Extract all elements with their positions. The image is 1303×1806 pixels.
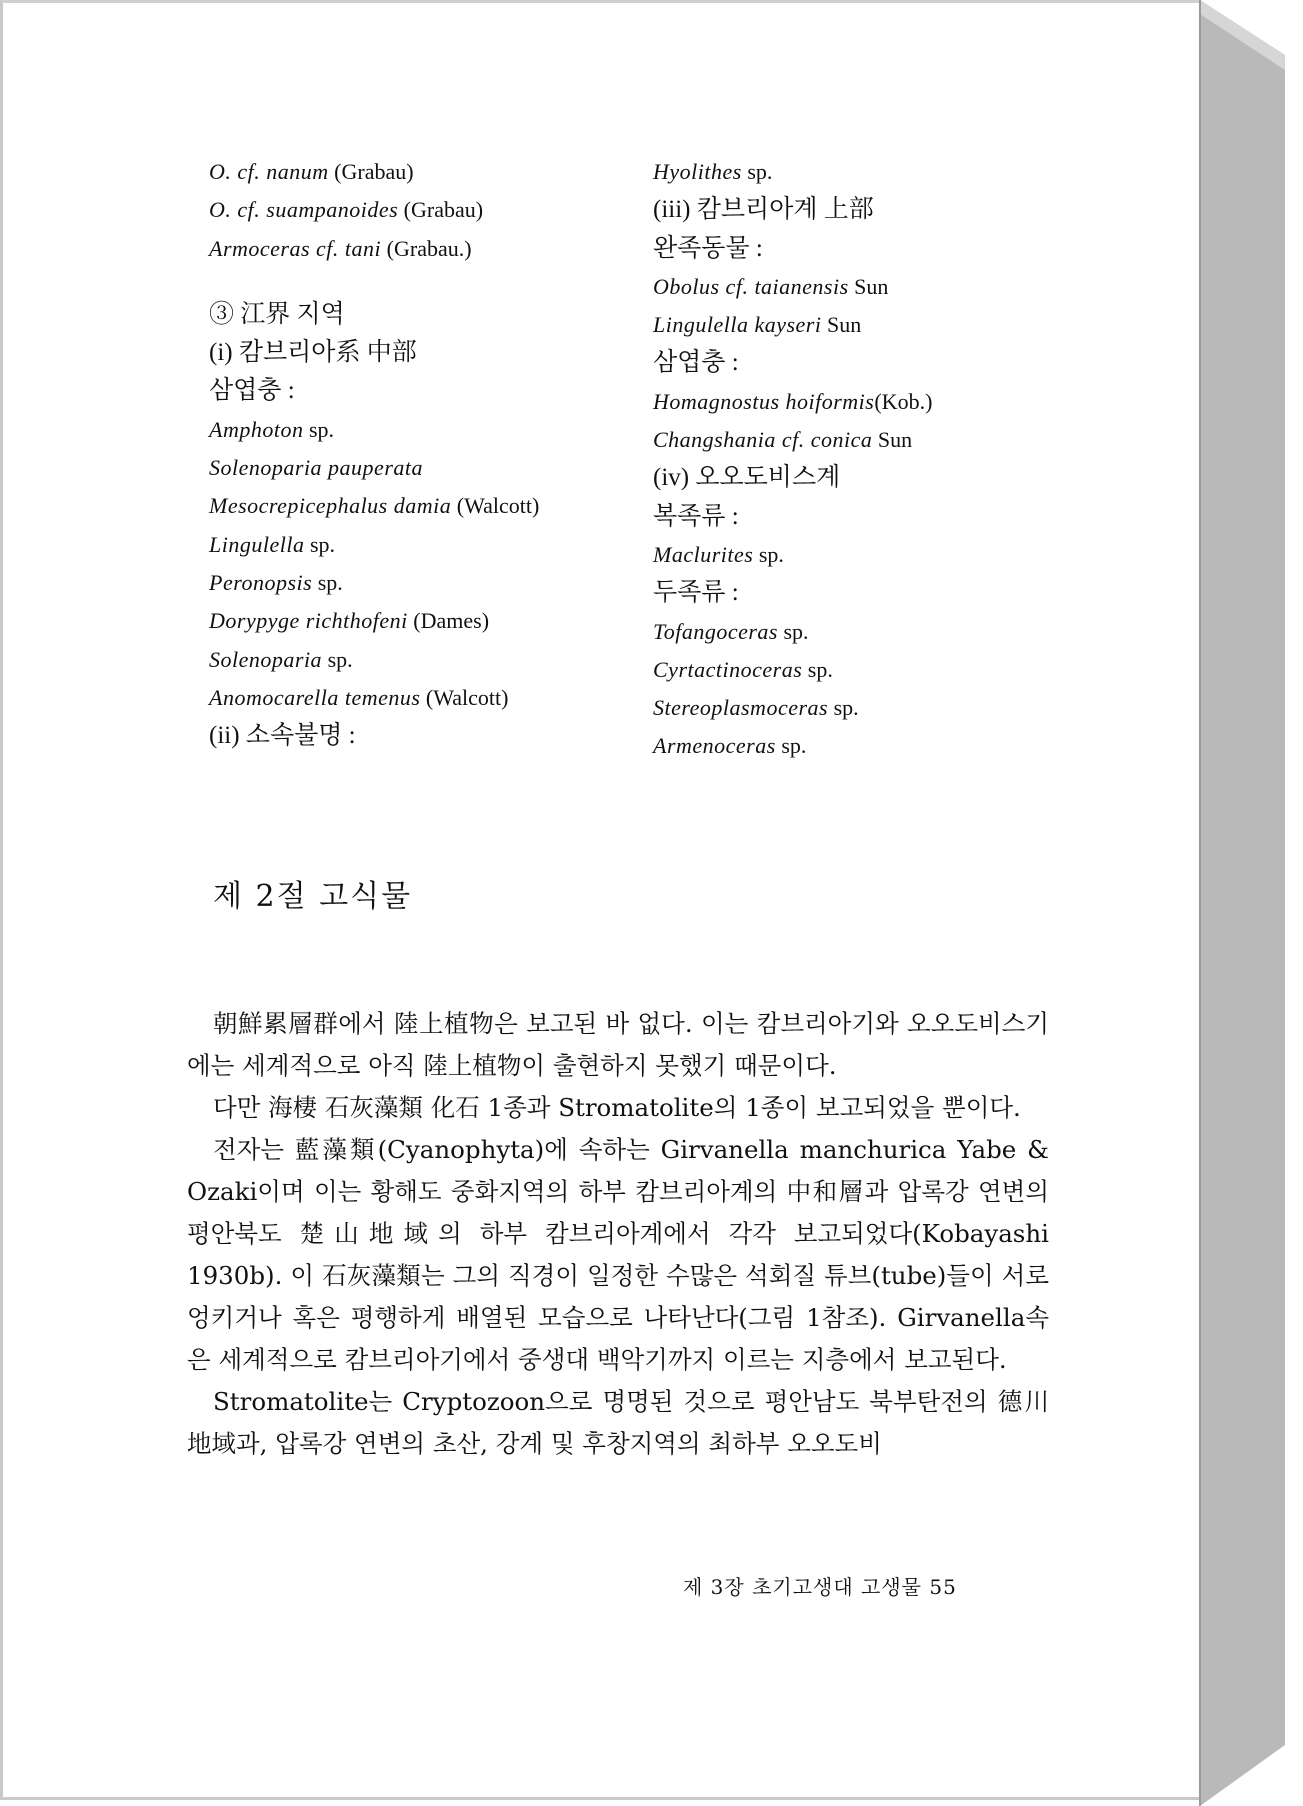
taxon-name: Solenoparia pauperata	[209, 455, 423, 481]
taxon-name: Armoceras cf. tani	[209, 235, 382, 261]
heading-text: 삼엽충 :	[209, 377, 295, 405]
paragraph: Stromatolite는 Cryptozoon으로 명명된 것으로 평안남도 북부탄전의 德川地域과, 압록강 연변의 초산, 강계 및 후창지역의 최하부 오오도비	[187, 1387, 1049, 1458]
taxon-note: sp.	[753, 541, 784, 567]
heading-text: 두족류 :	[653, 579, 739, 607]
taxon-name: Hyolithes	[653, 159, 742, 184]
taxon-note: (Grabau.)	[381, 235, 472, 261]
taxon-name: Cyrtactinoceras	[653, 656, 803, 682]
taxon-note: sp.	[312, 569, 343, 595]
taxon-note: sp.	[303, 416, 335, 442]
taxon-note: Sun	[848, 273, 889, 299]
fossil-entry	[209, 411, 649, 449]
fossil-entry	[209, 526, 649, 564]
heading-text: 복족류 :	[653, 502, 739, 530]
fossil-entry	[209, 602, 649, 640]
fossil-entry	[653, 421, 1083, 459]
fossil-entry	[209, 564, 649, 602]
heading-text: (iv) 오오도비스계	[653, 464, 841, 492]
fossil-entry	[653, 306, 1083, 344]
fossil-entry	[653, 383, 1083, 421]
list-heading	[653, 498, 1083, 536]
fossil-entry	[653, 727, 1083, 765]
taxon-note: sp.	[777, 618, 809, 644]
list-heading	[653, 574, 1083, 612]
taxon-name: O. cf. nanum	[209, 159, 329, 184]
taxon-name: Armenoceras	[653, 733, 776, 759]
taxon-name: Changshania cf. conica	[653, 427, 873, 453]
heading-text: 삼엽충 :	[653, 349, 739, 377]
fossil-entry	[653, 651, 1083, 689]
taxon-note: (Walcott)	[451, 493, 540, 519]
paragraph: 朝鮮累層群에서 陸上植物은 보고된 바 없다. 이는 캄브리아기와 오오도비스기에는 세계적으로 아직 陸上植物이 출현하지 못했기 때문이다.	[187, 1009, 1049, 1080]
taxon-name: Maclurites	[653, 541, 754, 567]
taxon-note: sp.	[828, 695, 859, 721]
section-title: 제 2절 고식물	[213, 879, 413, 914]
right-fossil-list	[653, 153, 1083, 766]
fossil-entry	[653, 536, 1083, 574]
heading-text: (ii) 소속불명 :	[209, 722, 356, 750]
taxon-note: Sun	[821, 312, 862, 338]
fossil-entry	[653, 153, 1083, 191]
taxon-name: Mesocrepicephalus damia	[209, 493, 452, 519]
list-heading	[209, 717, 649, 755]
list-heading	[209, 296, 649, 334]
taxon-note: (Grabau)	[328, 159, 414, 184]
taxon-name: Lingulella	[209, 531, 305, 557]
left-fossil-list	[209, 153, 649, 755]
taxon-note: sp.	[775, 733, 807, 759]
page-footer: 제 3장 초기고생대 고생물 55	[683, 1575, 957, 1599]
list-heading	[653, 459, 1083, 497]
list-heading	[209, 372, 649, 410]
fossil-entry	[209, 153, 649, 191]
taxon-note: (Dames)	[407, 608, 490, 634]
taxon-note: sp.	[322, 646, 353, 672]
list-heading	[209, 334, 649, 372]
taxon-name: Peronopsis	[209, 569, 313, 595]
fossil-entry	[653, 613, 1083, 651]
fossil-entry	[653, 268, 1083, 306]
heading-text: (iii) 캄브리아계 上部	[653, 196, 874, 224]
taxon-note: (Kob.)	[874, 388, 933, 414]
taxon-note: sp.	[802, 656, 833, 682]
taxon-note: sp.	[304, 531, 336, 557]
taxon-note: (Walcott)	[420, 684, 509, 710]
fossil-entry	[209, 191, 649, 229]
paragraph: 전자는 藍藻類(Cyanophyta)에 속하는 Girvanella manchurica Yabe & Ozaki이며 이는 황해도 중화지역의 하부 캄브리아계의 中和層과 압록강 연변의 평안북도 楚山地域의 하부 캄브리아계에서 각각 보고되었다(Kobayashi 1930b). 이 石灰藻類는 그의 직경이 일정한 수많은 석회질 튜브(tube)들이 서로 엉키거나 혹은 평행하게 배열된 모습으로 나타난다(그림 1참조). Girvanella속은 세계적으로 캄브리아기에서 중생대 백악기까지 이르는 지층에서 보고된다.	[187, 1135, 1049, 1374]
taxon-note: (Grabau)	[398, 197, 484, 223]
paragraph: 다만 海棲 石灰藻類 化石 1종과 Stromatolite의 1종이 보고되었을 뿐이다.	[213, 1093, 1021, 1122]
heading-text: ③ 江界 지역	[209, 300, 345, 328]
taxon-name: Stereoplasmoceras	[653, 695, 829, 721]
taxon-name: Dorypyge richthofeni	[209, 608, 408, 634]
fossil-entry	[209, 449, 649, 487]
taxon-name: O. cf. suampanoides	[209, 197, 399, 223]
taxon-name: Solenoparia	[209, 646, 323, 672]
heading-text: 완족동물 :	[653, 234, 763, 262]
list-heading	[653, 230, 1083, 268]
heading-text: (i) 캄브리아系 中部	[209, 339, 417, 367]
taxon-note: Sun	[872, 427, 913, 453]
taxon-name: Anomocarella temenus	[209, 684, 421, 710]
body-text	[187, 1003, 1049, 1465]
list-heading	[653, 191, 1083, 229]
fossil-entry	[209, 487, 649, 525]
taxon-name: Homagnostus hoiformis	[653, 388, 875, 414]
fossil-entry	[653, 689, 1083, 727]
list-spacer	[209, 268, 649, 296]
taxon-name: Amphoton	[209, 416, 304, 442]
fossil-entry	[209, 230, 649, 268]
taxon-name: Obolus cf. taianensis	[653, 273, 849, 299]
list-heading	[653, 344, 1083, 382]
fossil-entry	[209, 641, 649, 679]
fossil-entry	[209, 679, 649, 717]
taxon-name: Lingulella kayseri	[653, 312, 822, 338]
taxon-note: sp.	[741, 159, 773, 184]
taxon-name: Tofangoceras	[653, 618, 778, 644]
